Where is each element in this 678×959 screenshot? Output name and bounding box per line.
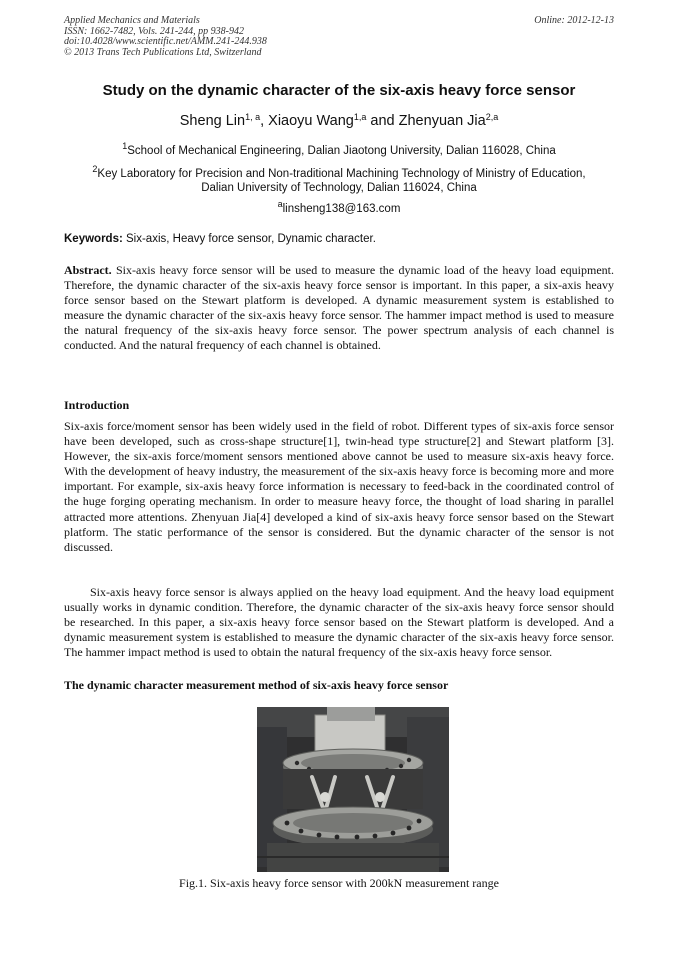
journal-name: Applied Mechanics and Materials (64, 15, 200, 26)
author-superscript: 2,a (485, 112, 499, 122)
affiliation-superscript: 1 (122, 141, 128, 151)
author-name: Sheng Lin (179, 113, 246, 129)
affiliation-1 (64, 139, 614, 158)
author-name: Zhenyuan Jia (398, 113, 486, 129)
introduction-paragraph-1: Six-axis force/moment sensor has been widely used in the field of robot. Different types of six-axis force sensor have been developed, such as cross-shape structure[1], twin-head type structure[2] and Stewart platform [3]. However, the six-axis force/moment sensors mentioned above cannot be used to measure six-axis heavy force. With the development of heavy industry, the measurement of the six-axis heavy force is becoming more and more important. For example, six-axis heavy force information is necessary to feed-back in the coordinated control of the huge forging operating mechanism. In order to measure heavy force, the thought of load sharing in parallel attracted more attentions. Zhenyuan Jia[4] developed a kind of six-axis heavy force sensor based on the Stewart platform. The static performance of the sensor is considered. But the dynamic character of the sensor is not discussed. (64, 419, 614, 554)
author-list (0, 112, 678, 129)
keywords (64, 233, 614, 245)
affiliation-text: School of Mechanical Engineering, Dalian Jiaotong University, Dalian 116028, China (127, 145, 556, 157)
introduction-paragraph-2: Six-axis heavy force sensor is always applied on the heavy load equipment. And the heavy load equipment usually works in dynamic condition. Therefore, the dynamic character of the six-axis heavy force sensor should be researched. In this paper, a six-axis heavy force sensor based on the Stewart platform is developed. And a dynamic measurement system is established to measure the dynamic character of the six-axis heavy force sensor. The hammer impact method is used to obtain the natural frequency of the six-axis heavy force sensor. (64, 585, 614, 660)
sensor-photo (257, 707, 449, 872)
abstract-label: Abstract. (64, 263, 112, 277)
affiliation-text: Dalian University of Technology, Dalian 116024, China (201, 182, 477, 194)
author-separator: , (260, 113, 269, 129)
page-header (64, 16, 614, 58)
author-name: Xiaoyu Wang (268, 113, 354, 129)
affiliation-superscript: 2 (92, 164, 98, 174)
author-separator: and (366, 113, 399, 129)
doi: doi:10.4028/www.scientific.net/AMM.241-244.938 (64, 36, 267, 47)
affiliation-2 (64, 162, 614, 195)
email-link[interactable]: linsheng138@163.com (282, 203, 401, 215)
figure-caption: Fig.1. Six-axis heavy force sensor with 200kN measurement range (179, 876, 499, 890)
sensor-photo-drawing (257, 707, 449, 872)
online-date: Online: 2012-12-13 (534, 15, 614, 26)
email-superscript: a (277, 199, 283, 209)
keywords-text: Six-axis, Heavy force sensor, Dynamic character. (122, 233, 376, 245)
keywords-label: Keywords: (64, 233, 123, 245)
section-heading-measurement-method: The dynamic character measurement method of six-axis heavy force sensor (64, 678, 449, 692)
author-superscript: 1,a (353, 112, 367, 122)
paper-title: Study on the dynamic character of the six-axis heavy force sensor (102, 82, 576, 99)
abstract-text: Six-axis heavy force sensor will be used to measure the dynamic load of the heavy load equipment. Therefore, the dynamic character of the six-axis heavy force sensor is important. In this paper, a six-axis heavy force sensor based on the Stewart platform is developed. A dynamic measurement system is established to measure the dynamic character of the six-axis heavy force sensor. The hammer impact method is used to measure the natural frequency of the six-axis heavy force sensor. The power spectrum analysis of each channel is conducted. And the natural frequency of each channel is obtained. (64, 263, 614, 353)
affiliation-text: Key Laboratory for Precision and Non-traditional Machining Technology of Ministry of Education, (97, 168, 586, 180)
issn: ISSN: 1662-7482, Vols. 241-244, pp 938-942 (64, 25, 244, 37)
author-superscript: 1, a (245, 112, 261, 122)
section-heading-introduction: Introduction (64, 398, 130, 412)
abstract (64, 263, 614, 354)
author-email (64, 197, 614, 216)
copyright: © 2013 Trans Tech Publications Ltd, Switzerland (64, 46, 262, 58)
